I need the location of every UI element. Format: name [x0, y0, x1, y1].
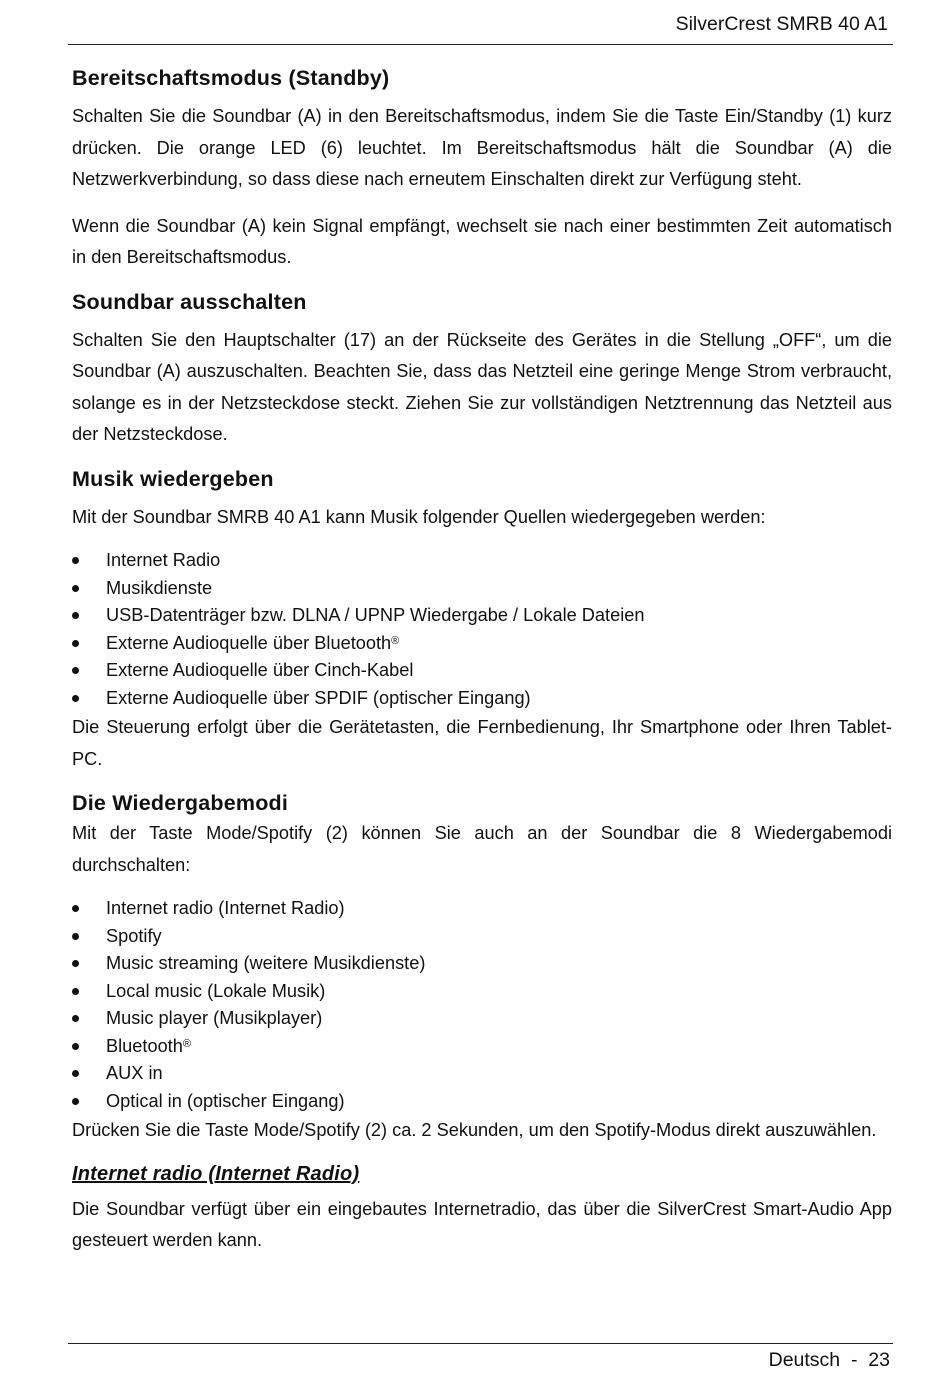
page-content — [72, 66, 892, 1257]
list-item: Music streaming (weitere Musikdienste) — [72, 950, 892, 978]
list-item: Music player (Musikplayer) — [72, 1005, 892, 1033]
bullet-icon — [72, 640, 79, 647]
paragraph-internet-radio: Die Soundbar verfügt über ein eingebautes Internetradio, das über die SilverCrest Smart-Audio App gesteuert werden kann. — [72, 1198, 892, 1250]
page-footer: Deutsch - 23 — [768, 1349, 890, 1371]
list-item: Externe Audioquelle über Bluetooth® — [72, 630, 892, 658]
heading-internet-radio: Internet radio (Internet Radio) — [72, 1162, 360, 1185]
trademark-symbol: ® — [182, 1037, 191, 1050]
paragraph-music-outro: Die Steuerung erfolgt über die Gerätetasten, die Fernbedienung, Ihr Smartphone oder Ihren Tablet-PC. — [72, 717, 892, 769]
modes-list — [72, 895, 892, 1115]
trademark-symbol: ® — [391, 634, 400, 647]
paragraph-modes-outro: Drücken Sie die Taste Mode/Spotify (2) ca. 2 Sekunden, um den Spotify-Modus direkt auszuwählen. — [72, 1120, 877, 1140]
list-item: USB-Datenträger bzw. DLNA / UPNP Wiedergabe / Lokale Dateien — [72, 602, 892, 630]
list-item: Musikdienste — [72, 575, 892, 603]
list-item: Spotify — [72, 923, 892, 951]
bullet-icon — [72, 1043, 79, 1050]
paragraph-standby-2: Wenn die Soundbar (A) kein Signal empfängt, wechselt sie nach einer bestimmten Zeit automatisch in den Bereitschaftsmodus. — [72, 215, 892, 267]
bullet-icon — [72, 933, 79, 940]
heading-music: Musik wiedergeben — [72, 466, 274, 491]
bullet-icon — [72, 960, 79, 967]
list-item: Bluetooth® — [72, 1033, 892, 1061]
list-item: Internet radio (Internet Radio) — [72, 895, 892, 923]
list-item: Local music (Lokale Musik) — [72, 978, 892, 1006]
paragraph-music-intro: Mit der Soundbar SMRB 40 A1 kann Musik folgender Quellen wiedergegeben werden: — [72, 506, 766, 527]
bullet-icon — [72, 905, 79, 912]
heading-standby: Bereitschaftsmodus (Standby) — [72, 66, 390, 90]
bullet-icon — [72, 1015, 79, 1022]
paragraph-standby-1: Schalten Sie die Soundbar (A) in den Bereitschaftsmodus, indem Sie die Taste Ein/Standby (1) kurz drücken. Die orange LED (6) leuchtet. Im Bereitschaftsmodus hält die Soundbar (A) die Netzwerkverbindung, so dass diese nach erneutem Einschalten direkt zur Verfügung steht. — [72, 106, 892, 189]
footer-rule — [68, 1343, 893, 1344]
paragraph-soundbar-off: Schalten Sie den Hauptschalter (17) an der Rückseite des Gerätes in die Stellung „OFF“, um die Soundbar (A) auszuschalten. Beachten Sie, dass das Netzteil eine geringe Menge Strom verbraucht, solange es in der Netzsteckdose steckt. Ziehen Sie zur vollständigen Netztrennung das Netzteil aus der Netzsteckdose. — [72, 329, 892, 444]
bullet-icon — [72, 988, 79, 995]
bullet-icon — [72, 1070, 79, 1077]
paragraph-modes-intro: Mit der Taste Mode/Spotify (2) können Sie auch an der Soundbar die 8 Wiedergabemodi durchschalten: — [72, 823, 892, 875]
bullet-icon — [72, 695, 79, 702]
bullet-icon — [72, 667, 79, 674]
bullet-icon — [72, 1098, 79, 1105]
bullet-icon — [72, 585, 79, 592]
list-item: Externe Audioquelle über SPDIF (optischer Eingang) — [72, 685, 892, 713]
music-sources-list — [72, 547, 892, 712]
heading-modes: Die Wiedergabemodi — [72, 791, 289, 815]
list-item: AUX in — [72, 1060, 892, 1088]
running-header: SilverCrest SMRB 40 A1 — [675, 13, 888, 35]
bullet-icon — [72, 557, 79, 564]
bullet-icon — [72, 612, 79, 619]
header-rule — [68, 44, 893, 45]
list-item: Internet Radio — [72, 547, 892, 575]
list-item: Externe Audioquelle über Cinch-Kabel — [72, 657, 892, 685]
list-item: Optical in (optischer Eingang) — [72, 1088, 892, 1116]
heading-soundbar-off: Soundbar ausschalten — [72, 289, 307, 314]
